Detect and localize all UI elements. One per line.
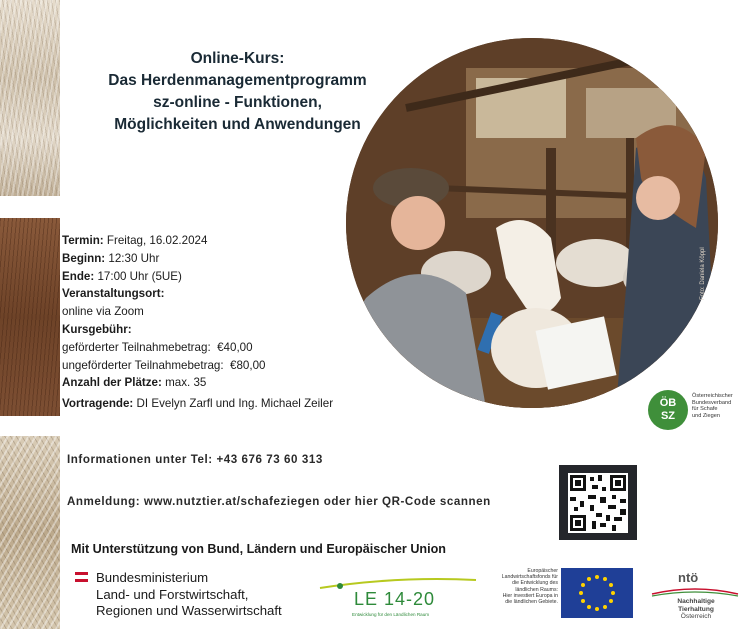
- eafrd-text: [482, 568, 558, 605]
- fee-subsidized: geförderter Teilnahmebetrag: €40,00: [62, 340, 253, 354]
- eu-flag-icon: [561, 568, 633, 618]
- course-title: [60, 48, 415, 136]
- photo-credit: Foto: Daniela Köppl: [700, 247, 706, 300]
- end-value: 17:00 Uhr (5UE): [97, 269, 182, 283]
- le-14-20-logo: [318, 574, 478, 622]
- fee-label: Kursgebühr:: [62, 322, 132, 336]
- speakers-value: DI Evelyn Zarfl und Ing. Michael Zeiler: [136, 397, 334, 411]
- title-line: Online-Kurs:: [190, 50, 285, 67]
- speakers-row: [62, 395, 333, 413]
- eafrd-line: die Entwicklung des: [512, 580, 558, 587]
- ministry-line: Land- und Forstwirtschaft,: [96, 586, 249, 602]
- obsz-logo: [648, 390, 743, 432]
- start-label: Beginn:: [62, 251, 106, 265]
- wool-texture-image-bottom: [0, 436, 60, 629]
- title-line: Möglichkeiten und Anwendungen: [114, 116, 361, 133]
- contact-info: Informationen unter Tel: +43 676 73 60 313: [67, 453, 323, 466]
- venue-label-row: [62, 285, 333, 303]
- eafrd-line: Europäischer: [527, 568, 558, 574]
- title-line: Das Herdenmanagementprogramm: [108, 72, 367, 89]
- wool-texture-image: [0, 0, 60, 196]
- fee-unsubsidized: ungeförderter Teilnahmebetrag: €80,00: [62, 358, 266, 372]
- eafrd-line: Landwirtschaftsfonds für: [501, 574, 558, 581]
- nto-logo: [650, 570, 740, 626]
- support-statement: Mit Unterstützung von Bund, Ländern und Europäischer Union: [71, 542, 447, 556]
- obsz-text: für Schafe: [692, 406, 718, 413]
- date-value: Freitag, 16.02.2024: [106, 234, 208, 247]
- obsz-letters-bottom: SZ: [660, 410, 676, 422]
- nto-line: Nachhaltige: [677, 598, 715, 605]
- fee-label-row: [62, 321, 333, 339]
- eafrd-line: Hier investiert Europa in: [502, 592, 558, 599]
- austria-flag-icon: [75, 572, 88, 582]
- nto-line: Österreich: [680, 613, 712, 621]
- date-label: Termin:: [62, 234, 104, 247]
- title-line: sz-online - Funktionen,: [153, 94, 322, 111]
- registration-qr-code[interactable]: [559, 465, 637, 540]
- eafrd-line: die ländlichen Gebiete.: [505, 599, 558, 606]
- nto-line: Tierhaltung: [678, 605, 714, 613]
- farmer-goats-photo: [346, 38, 718, 408]
- fur-texture-image: [0, 218, 60, 416]
- le-subtitle: Entwicklung für den Ländlichen Raum: [352, 612, 430, 617]
- venue-value: online via Zoom: [62, 305, 144, 319]
- venue-label: Veranstaltungsort:: [62, 287, 165, 301]
- obsz-text: und Ziegen: [692, 412, 720, 419]
- seats-row: [62, 374, 333, 392]
- ministry-line: Regionen und Wasserwirtschaft: [96, 603, 282, 618]
- nto-wordmark: ntö: [678, 570, 699, 585]
- le-label: LE 14-20: [354, 589, 436, 609]
- ministry-line: Bundesministerium: [96, 570, 209, 585]
- obsz-letters-top: ÖB: [659, 397, 677, 409]
- eafrd-line: ländlichen Raums:: [515, 586, 558, 593]
- course-details: [62, 232, 333, 413]
- end-label: Ende:: [62, 269, 95, 283]
- registration-info: Anmeldung: www.nutztier.at/schafeziegen oder hier QR-Code scannen: [67, 495, 491, 508]
- obsz-text: Bundesverband: [692, 399, 732, 406]
- date-row: [62, 232, 333, 250]
- seats-label: Anzahl der Plätze:: [62, 376, 162, 390]
- seats-value: max. 35: [165, 376, 207, 390]
- speakers-label: Vortragende:: [62, 397, 134, 411]
- obsz-text: Österreichischer: [692, 393, 733, 399]
- start-row: [62, 250, 333, 268]
- start-value: 12:30 Uhr: [108, 251, 160, 265]
- end-row: [62, 268, 333, 286]
